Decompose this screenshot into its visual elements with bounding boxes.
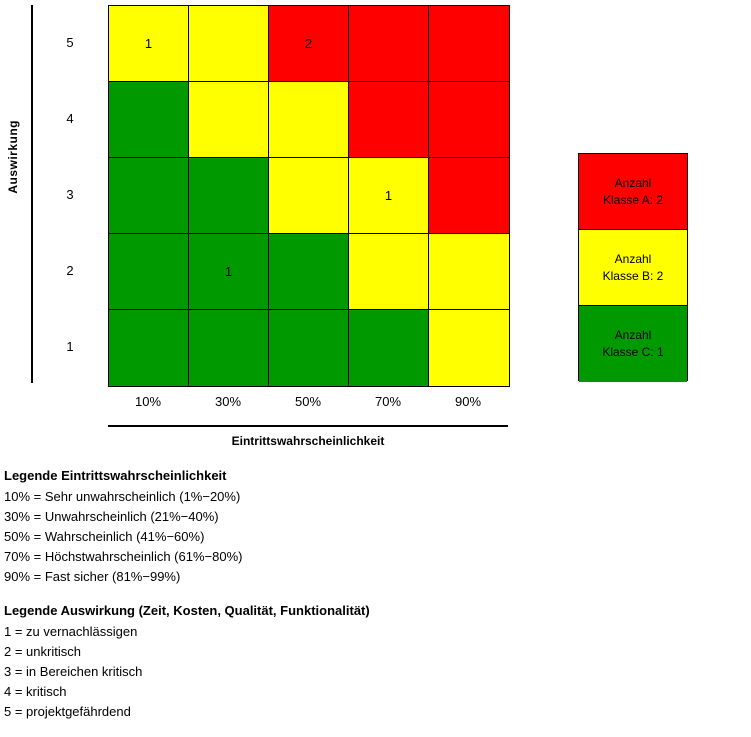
risk-class-count-legend: [578, 153, 688, 381]
matrix-cell: [429, 82, 509, 158]
x-axis-tick-labels: [108, 394, 508, 418]
legend-probability-title: Legende Eintrittswahrscheinlichkeit: [4, 468, 227, 483]
risk-class-count-band: [579, 154, 687, 230]
legend-probability-lines: [4, 487, 604, 587]
risk-class-count-band: [579, 306, 687, 382]
matrix-cell: [429, 310, 509, 386]
matrix-cell: [349, 82, 429, 158]
legend-impact-lines: [4, 622, 604, 722]
y-axis-tick: 4: [66, 111, 74, 126]
matrix-cell: [109, 234, 189, 310]
risk-class-count-label: Anzahl: [614, 328, 652, 342]
legend-probability-line: 30% = Unwahrscheinlich (21%−40%): [4, 509, 219, 524]
matrix-cell: [429, 158, 509, 234]
risk-class-count-value: Klasse A: 2: [602, 192, 664, 207]
y-axis-line: [31, 5, 33, 383]
legend-probability-line: 10% = Sehr unwahrscheinlich (1%−20%): [4, 489, 241, 504]
legend-impact-line: 1 = zu vernachlässigen: [4, 624, 138, 639]
matrix-cell: [189, 158, 269, 234]
text-legends: [4, 468, 604, 722]
matrix-cell: [109, 310, 189, 386]
matrix-cell: [189, 6, 269, 82]
y-axis-tick: 2: [66, 263, 74, 278]
x-axis-tick: 90%: [454, 394, 482, 409]
y-axis-tick-labels: [40, 5, 100, 385]
risk-class-count-value: Klasse B: 2: [602, 268, 664, 283]
x-axis-tick: 10%: [134, 394, 162, 409]
matrix-cell: 1: [189, 234, 269, 310]
y-axis-tick: 3: [66, 187, 74, 202]
x-axis-tick: 50%: [294, 394, 322, 409]
legend-impact-line: 5 = projektgefährdend: [4, 704, 131, 719]
matrix-cell: [269, 158, 349, 234]
x-axis-tick: 70%: [374, 394, 402, 409]
risk-class-count-label: Anzahl: [614, 251, 652, 266]
matrix-cell: [269, 234, 349, 310]
legend-impact-title: Legende Auswirkung (Zeit, Kosten, Qualität, Funktionalität): [4, 603, 370, 618]
x-axis-tick: 30%: [214, 394, 242, 409]
matrix-cell: 1: [349, 158, 429, 234]
risk-matrix: [0, 0, 520, 460]
matrix-cell: [429, 234, 509, 310]
legend-probability-line: 90% = Fast sicher (81%−99%): [4, 569, 181, 584]
matrix-cell: [349, 234, 429, 310]
risk-class-count-value: Klasse C: 1: [602, 345, 664, 359]
matrix-cell: [429, 6, 509, 82]
matrix-cell: [269, 310, 349, 386]
y-axis-title: Auswirkung: [6, 120, 20, 194]
y-axis-tick: 5: [66, 35, 74, 50]
matrix-cell: [349, 6, 429, 82]
matrix-cell: [189, 82, 269, 158]
y-axis-tick: 1: [66, 339, 74, 354]
legend-probability-line: 50% = Wahrscheinlich (41%−60%): [4, 529, 205, 544]
matrix-grid: [108, 5, 510, 387]
legend-spacer: [4, 587, 604, 603]
matrix-cell: [109, 82, 189, 158]
matrix-cell: [109, 158, 189, 234]
legend-impact-line: 2 = unkritisch: [4, 644, 81, 659]
legend-impact-line: 3 = in Bereichen kritisch: [4, 664, 143, 679]
x-axis-line: [108, 425, 508, 427]
matrix-cell: 2: [269, 6, 349, 82]
risk-class-count-label: Anzahl: [614, 175, 652, 190]
risk-class-count-band: [579, 230, 687, 306]
legend-probability-line: 70% = Höchstwahrscheinlich (61%−80%): [4, 549, 243, 564]
matrix-cell: 1: [109, 6, 189, 82]
matrix-cell: [269, 82, 349, 158]
legend-impact-line: 4 = kritisch: [4, 684, 67, 699]
x-axis-title: Eintrittswahrscheinlichkeit: [231, 434, 385, 448]
matrix-cell: [349, 310, 429, 386]
matrix-cell: [189, 310, 269, 386]
